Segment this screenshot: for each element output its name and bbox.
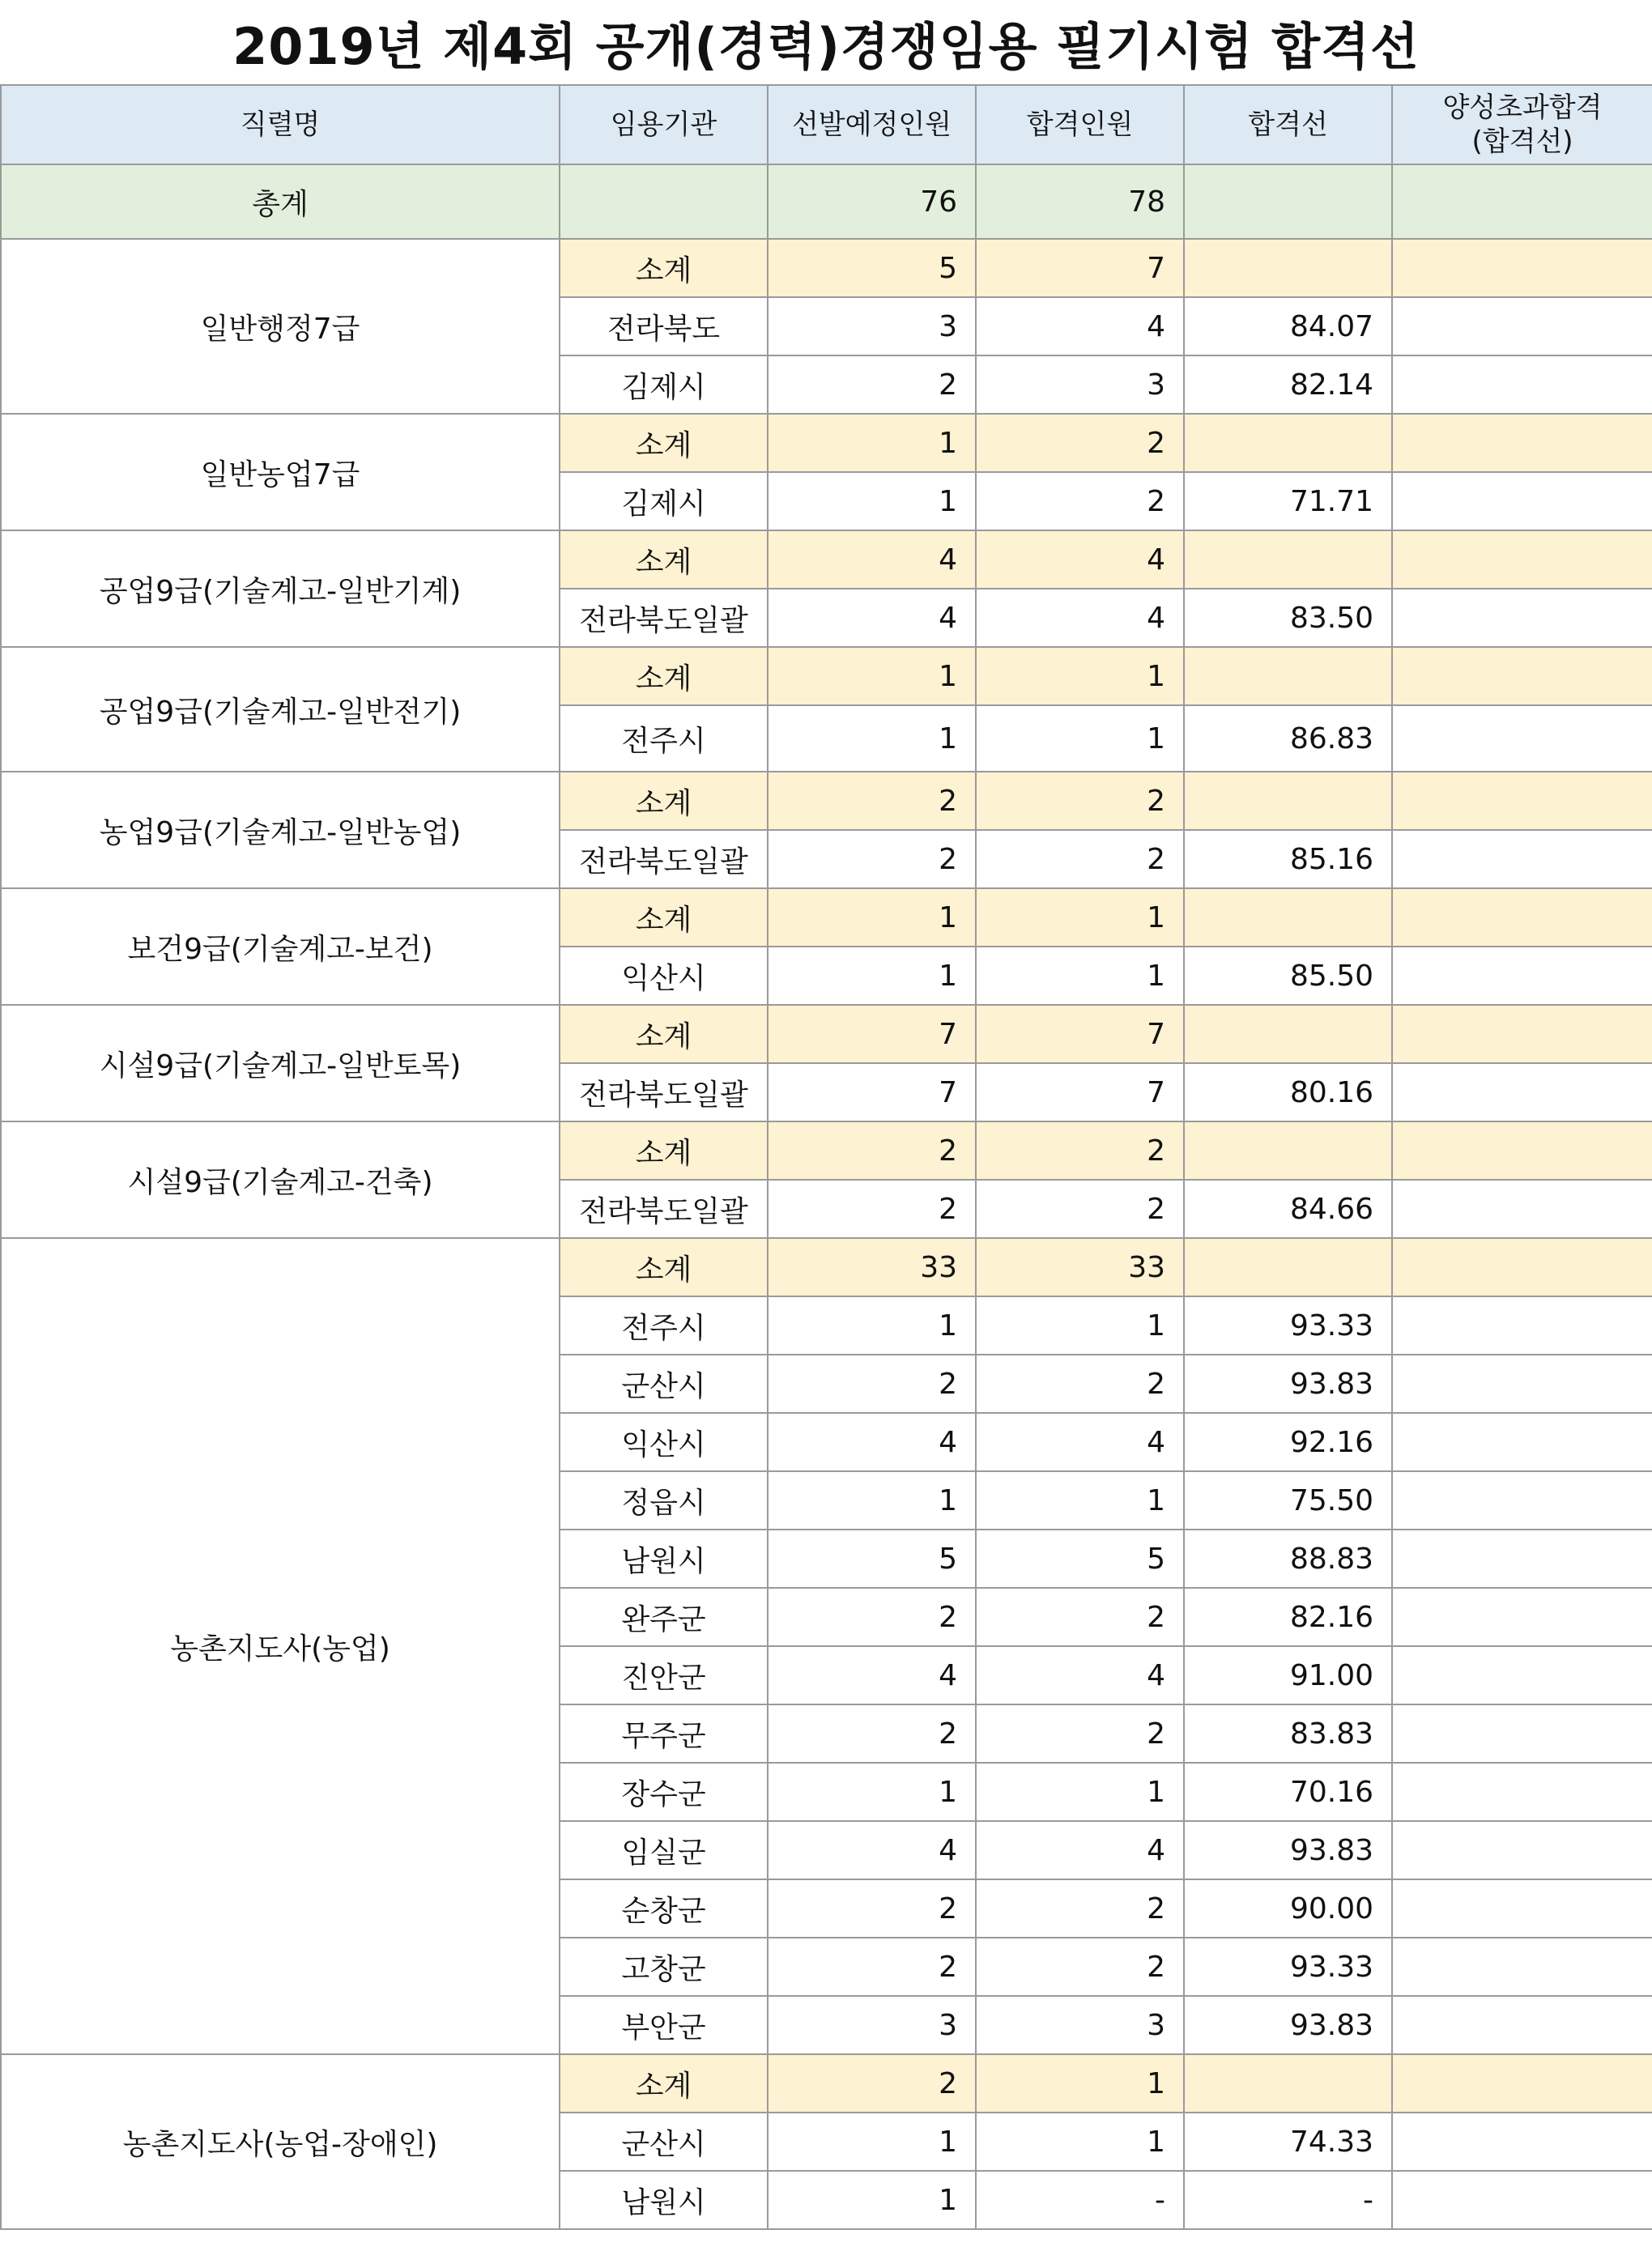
header-planned: 선발예정인원 [768,85,976,164]
subtotal-row [1,2054,1652,2113]
subtotal-label: 소계 [560,239,768,297]
passed-cell: 1 [976,1471,1184,1530]
header-row [1,85,1652,164]
agency-cell: 임실군 [560,1821,768,1879]
job-name-cell: 일반농업7급 [1,414,560,530]
cutoff-cell: 82.14 [1184,355,1392,414]
passed-cell: 3 [976,355,1184,414]
planned-cell: 2 [768,1704,976,1763]
header-cutoff: 합격선 [1184,85,1392,164]
agency-cell: 김제시 [560,472,768,530]
passed-cell: 2 [976,830,1184,888]
agency-cell: 완주군 [560,1588,768,1646]
passed-cell: 33 [976,1238,1184,1296]
header-agency: 임용기관 [560,85,768,164]
cutoff-cell: - [1184,2171,1392,2229]
agency-cell: 진안군 [560,1646,768,1704]
extra-cell [1392,2113,1652,2171]
passed-cell: 1 [976,888,1184,947]
planned-cell: 1 [768,1763,976,1821]
planned-cell: 3 [768,297,976,355]
agency-cell: 전라북도일괄 [560,1063,768,1121]
header-passed: 합격인원 [976,85,1184,164]
agency-cell: 전라북도일괄 [560,1180,768,1238]
subtotal-row [1,414,1652,472]
header-job: 직렬명 [1,85,560,164]
passed-cell: 4 [976,1821,1184,1879]
agency-cell: 남원시 [560,2171,768,2229]
cutoff-cell: 84.66 [1184,1180,1392,1238]
subtotal-label: 소계 [560,2054,768,2113]
agency-cell: 고창군 [560,1938,768,1996]
cutoff-cell [1184,772,1392,830]
extra-cell [1392,297,1652,355]
agency-cell: 익산시 [560,947,768,1005]
planned-cell: 2 [768,1121,976,1180]
extra-cell [1392,1238,1652,1296]
passed-cell: 7 [976,1063,1184,1121]
extra-cell [1392,1646,1652,1704]
agency-cell: 전라북도일괄 [560,589,768,647]
extra-cell [1392,1355,1652,1413]
total-passed: 78 [976,164,1184,239]
agency-cell: 남원시 [560,1530,768,1588]
planned-cell: 2 [768,1180,976,1238]
passed-cell: 2 [976,1879,1184,1938]
cutoff-cell: 86.83 [1184,705,1392,772]
passed-cell: 1 [976,2054,1184,2113]
subtotal-label: 소계 [560,414,768,472]
extra-cell [1392,1063,1652,1121]
extra-cell [1392,1413,1652,1471]
planned-cell: 5 [768,1530,976,1588]
job-name-cell: 시설9급(기술계고-건축) [1,1121,560,1238]
planned-cell: 2 [768,1938,976,1996]
passed-cell: 4 [976,589,1184,647]
cutoff-cell: 83.83 [1184,1704,1392,1763]
planned-cell: 2 [768,1355,976,1413]
extra-cell [1392,1005,1652,1063]
cutoff-cell: 92.16 [1184,1413,1392,1471]
cutoff-cell: 88.83 [1184,1530,1392,1588]
total-label: 총계 [1,164,560,239]
job-name-cell: 공업9급(기술계고-일반전기) [1,647,560,772]
extra-cell [1392,1471,1652,1530]
passed-cell: 4 [976,1646,1184,1704]
passed-cell: 2 [976,1180,1184,1238]
planned-cell: 1 [768,2171,976,2229]
cutoff-cell: 93.83 [1184,1821,1392,1879]
extra-cell [1392,414,1652,472]
passed-cell: 7 [976,1005,1184,1063]
cutoff-cell: 91.00 [1184,1646,1392,1704]
agency-cell: 군산시 [560,2113,768,2171]
passed-cell: 2 [976,472,1184,530]
extra-cell [1392,1180,1652,1238]
cutoff-cell [1184,2054,1392,2113]
cutoff-cell: 85.16 [1184,830,1392,888]
agency-cell: 익산시 [560,1413,768,1471]
cutoff-cell: 83.50 [1184,589,1392,647]
extra-cell [1392,1296,1652,1355]
passed-cell: 2 [976,1704,1184,1763]
extra-cell [1392,1938,1652,1996]
planned-cell: 5 [768,239,976,297]
total-cutoff [1184,164,1392,239]
planned-cell: 1 [768,1471,976,1530]
subtotal-label: 소계 [560,1005,768,1063]
passed-cell: 2 [976,1121,1184,1180]
cutoff-cell [1184,239,1392,297]
planned-cell: 7 [768,1005,976,1063]
header-extra: 양성초과합격 (합격선) [1392,85,1652,164]
agency-cell: 전라북도 [560,297,768,355]
extra-cell [1392,1704,1652,1763]
cutoff-cell: 82.16 [1184,1588,1392,1646]
subtotal-row [1,1121,1652,1180]
extra-cell [1392,1121,1652,1180]
extra-cell [1392,2054,1652,2113]
agency-cell: 김제시 [560,355,768,414]
subtotal-label: 소계 [560,888,768,947]
planned-cell: 1 [768,1296,976,1355]
subtotal-row [1,772,1652,830]
passed-cell: 2 [976,1355,1184,1413]
cutoff-cell: 74.33 [1184,2113,1392,2171]
extra-cell [1392,1763,1652,1821]
planned-cell: 2 [768,830,976,888]
cutoff-cell: 71.71 [1184,472,1392,530]
planned-cell: 4 [768,530,976,589]
passed-cell: 1 [976,647,1184,705]
planned-cell: 1 [768,2113,976,2171]
planned-cell: 2 [768,1588,976,1646]
planned-cell: 7 [768,1063,976,1121]
extra-cell [1392,772,1652,830]
planned-cell: 1 [768,472,976,530]
subtotal-row [1,888,1652,947]
planned-cell: 1 [768,947,976,1005]
job-name-cell: 공업9급(기술계고-일반기계) [1,530,560,647]
cutoff-cell [1184,530,1392,589]
page-title: 2019년 제4회 공개(경력)경쟁임용 필기시험 합격선 [232,16,1420,76]
passed-cell: 1 [976,2113,1184,2171]
total-extra [1392,164,1652,239]
job-name-cell: 농업9급(기술계고-일반농업) [1,772,560,888]
extra-cell [1392,1996,1652,2054]
extra-cell [1392,2171,1652,2229]
job-name-cell: 농촌지도사(농업-장애인) [1,2054,560,2229]
extra-cell [1392,830,1652,888]
extra-cell [1392,1588,1652,1646]
passed-cell: 7 [976,239,1184,297]
extra-cell [1392,947,1652,1005]
cutoff-cell: 93.83 [1184,1355,1392,1413]
cutoff-cell: 93.33 [1184,1938,1392,1996]
subtotal-row [1,647,1652,705]
agency-cell: 부안군 [560,1996,768,2054]
cutoff-cell: 84.07 [1184,297,1392,355]
planned-cell: 2 [768,355,976,414]
passed-cell: 1 [976,947,1184,1005]
table-body [1,85,1652,2229]
cutoff-cell: 70.16 [1184,1763,1392,1821]
extra-cell [1392,355,1652,414]
extra-cell [1392,1821,1652,1879]
agency-cell: 장수군 [560,1763,768,1821]
agency-cell: 정읍시 [560,1471,768,1530]
extra-cell [1392,589,1652,647]
subtotal-row [1,1238,1652,1296]
cutoff-cell [1184,1121,1392,1180]
extra-cell [1392,239,1652,297]
subtotal-label: 소계 [560,647,768,705]
passed-cell: 2 [976,414,1184,472]
cutoff-cell: 75.50 [1184,1471,1392,1530]
job-name-cell: 일반행정7급 [1,239,560,414]
passed-cell: 3 [976,1996,1184,2054]
cutoff-cell: 80.16 [1184,1063,1392,1121]
subtotal-label: 소계 [560,1238,768,1296]
extra-cell [1392,1530,1652,1588]
cutoff-cell [1184,647,1392,705]
planned-cell: 4 [768,1646,976,1704]
passed-cell: 2 [976,1588,1184,1646]
passed-cell: 2 [976,772,1184,830]
planned-cell: 1 [768,888,976,947]
planned-cell: 33 [768,1238,976,1296]
total-planned: 76 [768,164,976,239]
agency-cell: 전라북도일괄 [560,830,768,888]
cutoff-cell: 93.33 [1184,1296,1392,1355]
cutoff-cell: 90.00 [1184,1879,1392,1938]
total-agency [560,164,768,239]
passed-cell: 2 [976,1938,1184,1996]
subtotal-label: 소계 [560,772,768,830]
passed-cell: 1 [976,1763,1184,1821]
job-name-cell: 보건9급(기술계고-보건) [1,888,560,1005]
passed-cell: 5 [976,1530,1184,1588]
planned-cell: 3 [768,1996,976,2054]
subtotal-row [1,530,1652,589]
planned-cell: 2 [768,772,976,830]
subtotal-label: 소계 [560,1121,768,1180]
planned-cell: 2 [768,1879,976,1938]
subtotal-label: 소계 [560,530,768,589]
planned-cell: 1 [768,705,976,772]
passed-cell: 1 [976,705,1184,772]
extra-cell [1392,888,1652,947]
agency-cell: 무주군 [560,1704,768,1763]
cutoff-cell [1184,1005,1392,1063]
subtotal-row [1,239,1652,297]
job-name-cell: 농촌지도사(농업) [1,1238,560,2054]
planned-cell: 4 [768,1413,976,1471]
planned-cell: 4 [768,1821,976,1879]
agency-cell: 전주시 [560,1296,768,1355]
cutoff-cell: 93.83 [1184,1996,1392,2054]
planned-cell: 4 [768,589,976,647]
cutoff-cell [1184,414,1392,472]
planned-cell: 2 [768,2054,976,2113]
extra-cell [1392,1879,1652,1938]
job-name-cell: 시설9급(기술계고-일반토목) [1,1005,560,1121]
total-row [1,164,1652,239]
passed-cell: 4 [976,530,1184,589]
passed-cell: 4 [976,1413,1184,1471]
extra-cell [1392,647,1652,705]
subtotal-row [1,1005,1652,1063]
agency-cell: 군산시 [560,1355,768,1413]
extra-cell [1392,705,1652,772]
passed-cell: 1 [976,1296,1184,1355]
cutoff-cell: 85.50 [1184,947,1392,1005]
cutoff-cell [1184,888,1392,947]
planned-cell: 1 [768,647,976,705]
agency-cell: 전주시 [560,705,768,772]
passed-cell: - [976,2171,1184,2229]
agency-cell: 순창군 [560,1879,768,1938]
extra-cell [1392,472,1652,530]
cutoff-cell [1184,1238,1392,1296]
extra-cell [1392,530,1652,589]
planned-cell: 1 [768,414,976,472]
pass-cutoff-table [0,84,1652,2230]
passed-cell: 4 [976,297,1184,355]
